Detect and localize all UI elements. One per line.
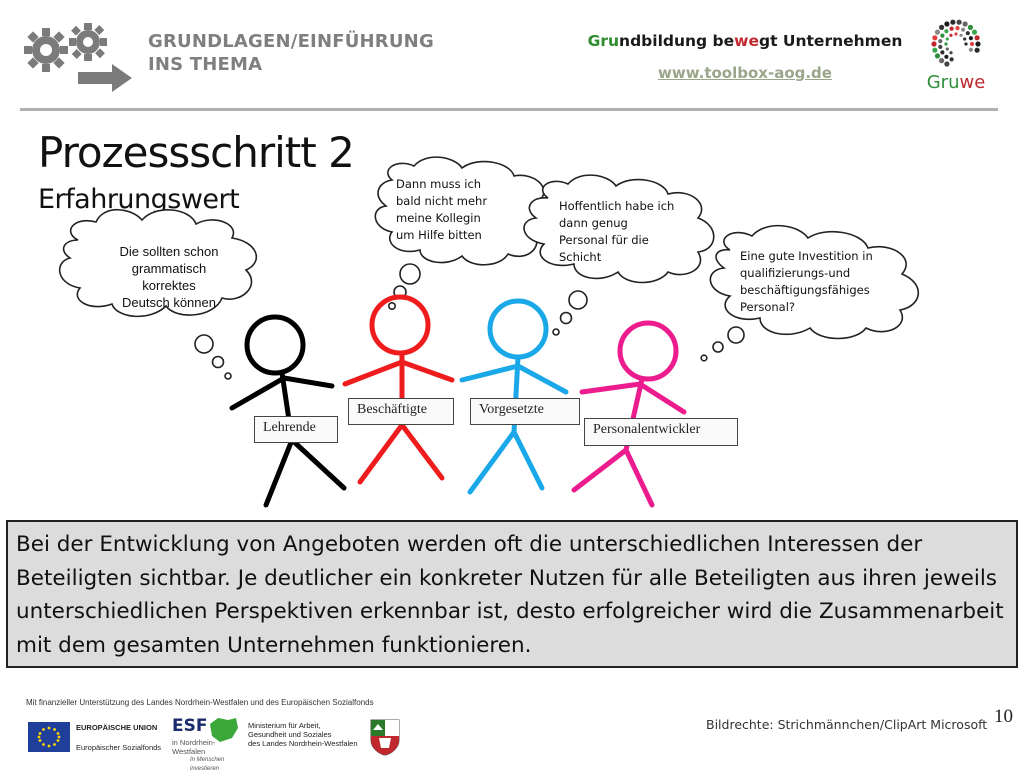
gruwe-logo: Gruwe [918,14,994,98]
header-divider [20,108,998,111]
logo-dot [969,36,973,40]
bubble-text-beschaeftigte: Dann muss ich bald nicht mehr meine Kollegin um Hilfe bitten [396,177,488,242]
logo-dot [944,42,947,45]
logo-dot [939,25,944,30]
section-title: GRUNDLAGEN/EINFÜHRUNG INS THEMA [148,31,434,75]
logo-dot [963,21,968,26]
website-link[interactable]: www.toolbox-aog.de [658,64,832,82]
logo-dot [938,45,942,49]
stick-figure-lehrende [232,317,344,505]
logo-dot [959,34,962,37]
logo-dot [944,61,949,66]
stick-figure-personalentwickler [574,323,684,505]
logo-dot [946,37,949,40]
bubble-text-personalentwickler: Eine gute Investition in qualifizierungs-und beschäftigungsfähiges Personal? [740,249,873,314]
label-personalentwickler: Personalentwickler [584,418,738,446]
ministry-text: Ministerium für Arbeit, Gesundheit und Soziales des Landes Nordrhein-Westfalen [248,721,358,748]
funding-note: Mit finanzieller Unterstützung des Landes Nordrhein-Westfalen und des Europäischen Sozialfonds [26,698,374,707]
description-box: Bei der Entwicklung von Angeboten werden oft die unterschiedlichen Interessen der Beteiligten sichtbar. Je deutlicher ein konkreter Nutzen für alle Beteiligten aus ihren jeweils unterschiedlichen Perspektiven erkennbar ist, desto erfolgreicher wird die Zusammenarbeit mit dem gesamten Unternehmen funktionieren. [6,520,1018,668]
image-credit: Bildrechte: Strichmännchen/ClipArt Microsoft [706,717,988,732]
page-title: Prozessschritt 2 [38,128,354,177]
logo-dot [966,31,970,35]
logo-dot [964,42,967,45]
logo-dot [975,41,980,46]
logo-dot [944,21,949,26]
gears-arrow-icon [20,20,135,92]
logo-dot [961,28,965,32]
brand-title: Grundbildung bewegt Unternehmen [587,32,903,50]
logo-dot [975,35,980,40]
page-subtitle: Erfahrungswert [38,184,240,215]
logo-dot [944,55,948,59]
logo-dot [935,53,940,58]
logo-dot [935,30,940,35]
logo-dot [938,39,942,43]
page-number: 10 [994,706,1013,727]
eu-logo: EUROPÄISCHE UNION Europäischer Sozialfonds [28,720,168,756]
logo-dot [969,48,973,52]
logo-dot [932,35,937,40]
logo-dot [946,47,949,50]
logo-dot [955,26,959,30]
logo-dot [975,48,980,53]
logo-dot [949,51,952,54]
logo-dot [963,37,966,40]
logo-dot [949,34,952,37]
logo-dot [950,27,954,31]
esf-logo: ESF in Nordrhein- Westfalen In Menschen investieren [172,716,242,762]
logo-dot [972,30,977,35]
logo-dot [932,48,937,53]
bubble-text-lehrende: Die sollten schon grammatisch korrektes Deutsch können [119,244,219,310]
logo-dot [957,20,962,25]
logo-dot [939,58,944,63]
stick-figure-vorgesetzte [462,301,566,492]
logo-dot [970,42,974,46]
bubble-text-vorgesetzte: Hoffentlich habe ich dann genug Personal für die Schicht [559,199,675,264]
logo-dot [931,41,936,46]
logo-dot [940,50,944,54]
label-lehrende: Lehrende [254,416,338,443]
stick-figure-beschaeftigte [345,297,452,482]
logo-dot [968,25,973,30]
logo-dot [954,32,957,35]
nrw-coat-of-arms-icon [369,718,401,756]
label-vorgesetzte: Vorgesetzte [470,398,580,425]
logo-dot [950,20,955,25]
logo-dot [944,29,948,33]
logo-dot [950,57,954,61]
label-beschaeftigte: Beschäftigte [348,398,454,425]
logo-dot [940,34,944,38]
